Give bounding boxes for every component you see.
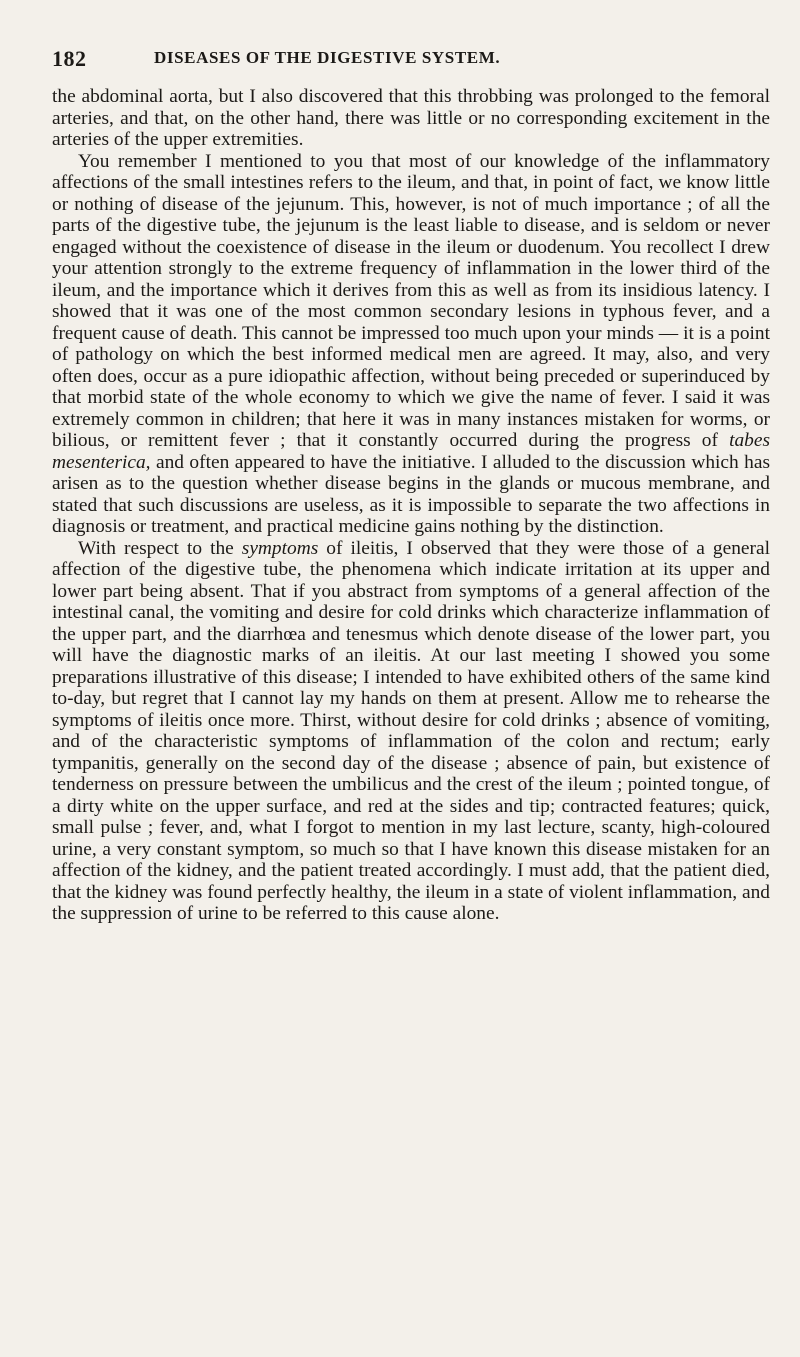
paragraph-2-text-after: and often appeared to have the initiative. I alluded to the discussion which has arisen as to the question whether disease begins in the glands or mucous membrane, and stated that such discussions are useless, as it is impossible to separate the two affections in diagnosis or treatment, and practical medicine gains nothing by the distinction. [52, 451, 770, 537]
paragraph-3-text-after: of ileitis, I observed that they were those of a general affection of the digestive tube, the phenomena which indicate irritation at its upper and lower part being absent. That if you abstract from symptoms of a general affection of the intestinal canal, the vomiting and desire for cold drinks which characterize inflammation of the upper part, and the diarrhœa and tenesmus which denote disease of the lower part, you will have the diagnostic marks of an ileitis. At our last meeting I showed you some preparations illustrative of this disease; I intended to have exhibited others of the same kind to-day, but regret that I cannot lay my hands on them at present. Allow me to rehearse the symptoms of ileitis once more. Thirst, without desire for cold drinks ; absence of vomiting, and of the characteristic symptoms of inflammation of the colon and rectum; early tympanitis, generally on the second day of the disease ; absence of pain, but existence of tenderness on pressure between the umbilicus and the crest of the ileum ; pointed tongue, of a dirty white on the upper surface, and red at the sides and tip; contracted features; quick, small pulse ; fever, and, what I forgot to mention in my last lecture, scanty, high-coloured urine, a very constant symptom, so much so that I have known this disease mistaken for an affection of the kidney, and the patient treated accordingly. I must add, that the patient died, that the kidney was found perfectly healthy, the ileum in a state of violent inflammation, and the suppression of urine to be referred to this cause alone. [52, 537, 770, 924]
paragraph-1-text: the abdominal aorta, but I also discovered that this throbbing was prolonged to the femoral arteries, and that, on the other hand, there was little or no corresponding excitement in the arteries of the upper extremities. [52, 86, 770, 150]
paragraph-2-text-before: You remember I mentioned to you that most of our knowledge of the inflammatory affections of the small intestines refers to the ileum, and that, in point of fact, we know little or nothing of disease of the jejunum. This, however, is not of much importance ; of all the parts of the digestive tube, the jejunum is the least liable to disease, and is seldom or never engaged without the coexistence of disease in the ileum or duodenum. You recollect I drew your attention strongly to the extreme frequency of inflammation in the lower third of the ileum, and the importance which it derives from this as well as from its insidious latency. I showed that it was one of the most common secondary lesions in typhous fever, and a frequent cause of death. This cannot be impressed too much upon your minds — it is a point of pathology on which the best informed medical men are agreed. It may, also, and very often does, occur as a pure idiopathic affection, without being preceded or superinduced by that morbid state of the whole economy to which we give the name of fever. I said it was extremely common in children; that here it was in many instances mistaken for worms, or bilious, or remittent fever ; that it constantly occurred during the progress of [52, 150, 770, 451]
paragraph-3-text-before: With respect to the [78, 537, 242, 559]
running-title: DISEASES OF THE DIGESTIVE SYSTEM. [154, 48, 501, 67]
body-text [52, 86, 770, 925]
page-number: 182 [52, 46, 87, 71]
paragraph-3-italic-term: symptoms [241, 537, 319, 559]
paragraph-1 [52, 86, 770, 151]
running-head [52, 34, 770, 86]
paragraph-2-italic-term: tabes mesenterica, [52, 430, 770, 473]
paragraph-3 [52, 538, 770, 925]
paragraph-2 [52, 151, 770, 538]
